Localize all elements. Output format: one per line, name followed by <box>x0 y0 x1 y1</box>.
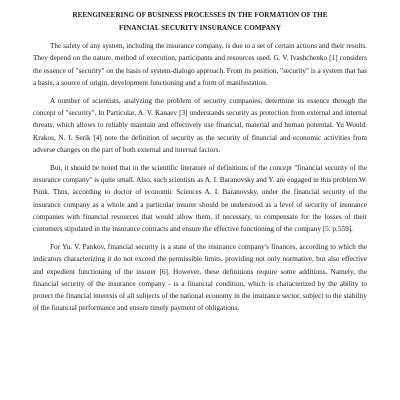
paragraph-security-concept: A number of scientists, analyzing the problem of security companies, determine its essence through the concept of "security". In Particular, A. V. Kanaev [3] understands security as protection from external and internal threats, which allows to reliably maintain and effectively use financial, material and human potential. Yu Would. Krakos, N. I. Serik [4] note the definition of security as the security of financial and economic activities from adverse changes on the part of both external and internal factors. <box>33 96 367 154</box>
paragraph-safety-system: The safety of any system, including the insurance company, is due to a set of certain actions and their results. They depend on the nature, method of execution, participants and resources used. G. V. Ivashchenko [1] considers the essence of "security" on the basis of system-dialogo approach. From its position, "security" is a system that has a basis, a source of origin, development functioning and a form of manifestation. <box>33 42 367 87</box>
paragraph-financial-security-definitions: But, it should be noted that in the scientific literature of definitions of the concept "financial security of the insurance company" is quite small. Also, such scientists as A. I. Baranovsky and Y. are engaged in this problem.W. Punk. Thus, according to doctor of economic Sciences A. I. Baranovsky, under the financial security of the insurance company as a whole and a particular insurer should be understood as a level of security of insurance companies with financial resources that would allow them, if necessary, to compensate for the losses of their customers stipulated in the insurance contracts and ensure the effective functioning of the company [5. p.559]. <box>33 163 367 234</box>
article-title-line-2: FINANCIAL SECURITY INSURANCE COMPANY <box>118 23 281 32</box>
article-title-line-1: REENGINEERING OF BUSINESS PROCESSES IN THE FORMATION OF THE <box>72 11 328 19</box>
article-title <box>33 9 367 34</box>
paragraph-pankov-definition: For Yu. V. Pankov, financial security is a state of the insurance company's finances, according to which the indicators characterizing it do not exceed the permissible limits, providing not only normative, but also effective and expedient functioning of the insurer [6]. However, these definitions require some additions. Namely, the financial security of the insurance company - is a financial condition, which is characterized by the ability to protect the financial interests of all subjects of the national economy in the insurance sector, subject to the stability of the financial performance and ensure timely payment of obligations. <box>33 242 367 313</box>
